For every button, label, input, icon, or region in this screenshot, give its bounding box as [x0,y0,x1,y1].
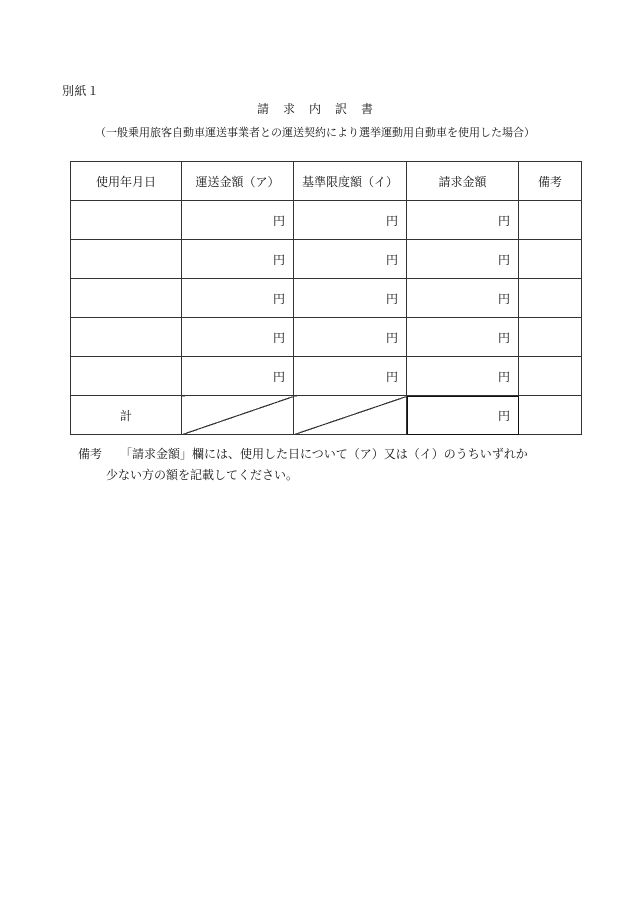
struck-out-cell [182,396,294,435]
yen-unit: 円 [497,369,510,384]
yen-unit: 円 [497,252,510,267]
claim-amount-field[interactable] [407,357,519,396]
note-field[interactable] [519,357,582,396]
transport-amount-field[interactable] [182,357,294,396]
date-field[interactable] [71,318,182,357]
yen-unit: 円 [272,369,285,384]
column-header-limit-amount: 基準限度額（イ） [294,162,407,201]
table-row [71,279,582,318]
claim-amount-field[interactable] [407,201,519,240]
yen-unit: 円 [272,252,285,267]
yen-unit: 円 [272,291,285,306]
date-field[interactable] [71,201,182,240]
transport-amount-field[interactable] [182,318,294,357]
yen-unit: 円 [385,369,398,384]
table-row [71,201,582,240]
note-field[interactable] [519,201,582,240]
total-row [71,396,582,435]
yen-unit: 円 [385,252,398,267]
yen-unit: 円 [497,408,510,423]
column-header-transport-amount: 運送金額（ア） [182,162,294,201]
note-field[interactable] [519,279,582,318]
notes-text-line1: 「請求金額」欄には、使用した日について（ア）又は（イ）のうちいずれか [120,447,528,461]
table-row [71,240,582,279]
notes-label: 備考 [78,447,103,461]
attachment-label: 別紙１ [62,84,100,98]
yen-unit: 円 [272,213,285,228]
claim-amount-field[interactable] [407,240,519,279]
yen-unit: 円 [497,291,510,306]
note-field[interactable] [519,318,582,357]
page-subtitle: （一般乗用旅客自動車運送事業者との運送契約により選挙運動用自動車を使用した場合） [95,126,535,139]
notes-section [78,444,528,486]
struck-out-cell [294,396,407,435]
notes-text-line2: 少ない方の額を記載してください。 [106,468,299,482]
yen-unit: 円 [385,291,398,306]
table-header-row [71,162,582,201]
claim-amount-field[interactable] [407,318,519,357]
transport-amount-field[interactable] [182,279,294,318]
yen-unit: 円 [385,330,398,345]
yen-unit: 円 [497,213,510,228]
transport-amount-field[interactable] [182,201,294,240]
table-row [71,318,582,357]
transport-amount-field[interactable] [182,240,294,279]
column-header-claim-amount: 請求金額 [407,162,519,201]
limit-amount-field[interactable] [294,318,407,357]
claim-amount-field[interactable] [407,279,519,318]
limit-amount-field[interactable] [294,240,407,279]
limit-amount-field[interactable] [294,201,407,240]
total-label: 計 [71,396,182,435]
date-field[interactable] [71,279,182,318]
yen-unit: 円 [272,330,285,345]
page-title: 請求内訳書 [256,102,387,116]
limit-amount-field[interactable] [294,279,407,318]
breakdown-table [70,161,582,435]
yen-unit: 円 [497,330,510,345]
yen-unit: 円 [385,213,398,228]
limit-amount-field[interactable] [294,357,407,396]
note-field[interactable] [519,240,582,279]
column-header-date: 使用年月日 [71,162,182,201]
total-claim-amount-field[interactable] [407,396,519,435]
column-header-note: 備考 [519,162,582,201]
date-field[interactable] [71,357,182,396]
date-field[interactable] [71,240,182,279]
total-note-field[interactable] [519,396,582,435]
table-row [71,357,582,396]
